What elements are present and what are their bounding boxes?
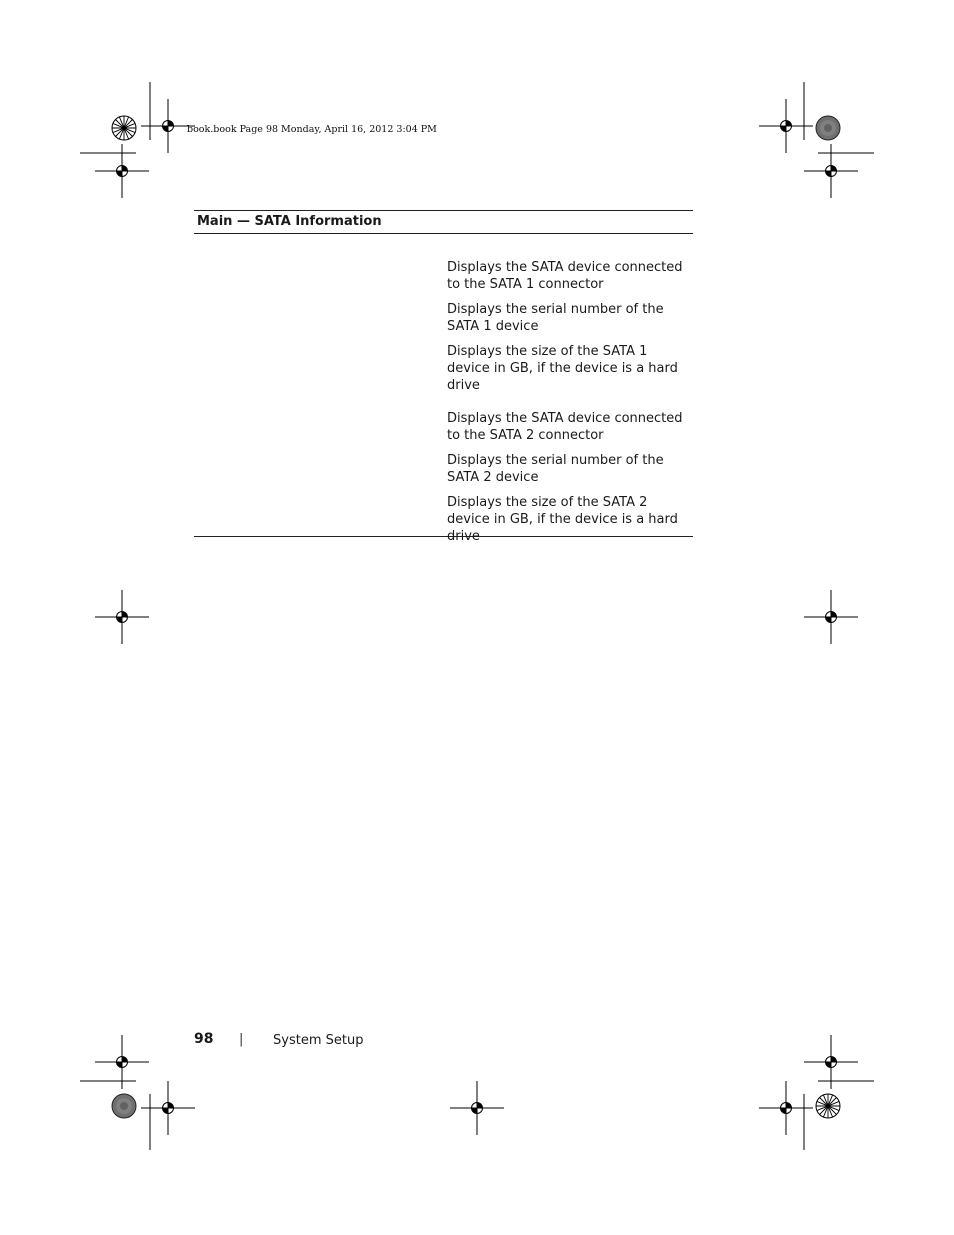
sata2-size-description: Displays the size of the SATA 2 device in GB, if the device is a hard drive bbox=[447, 495, 678, 544]
sata-info-table bbox=[194, 210, 693, 544]
page-number: 98 bbox=[194, 1031, 214, 1047]
table-title: Main — SATA Information bbox=[194, 210, 693, 234]
sata1-size-description: Displays the size of the SATA 1 device in GB, if the device is a hard drive bbox=[447, 344, 678, 393]
section-title: System Setup bbox=[273, 1033, 364, 1048]
table-body bbox=[194, 234, 693, 544]
footer-separator: | bbox=[239, 1032, 244, 1047]
sata1-device-description: Displays the SATA device connected to the SATA 1 connector bbox=[447, 260, 683, 292]
print-slug: book.book Page 98 Monday, April 16, 2012 3:04 PM bbox=[187, 124, 437, 135]
sata2-device-description: Displays the SATA device connected to the SATA 2 connector bbox=[447, 411, 683, 443]
sata2-serial-description: Displays the serial number of the SATA 2 device bbox=[447, 453, 664, 485]
sata1-serial-description: Displays the serial number of the SATA 1 device bbox=[447, 302, 664, 334]
